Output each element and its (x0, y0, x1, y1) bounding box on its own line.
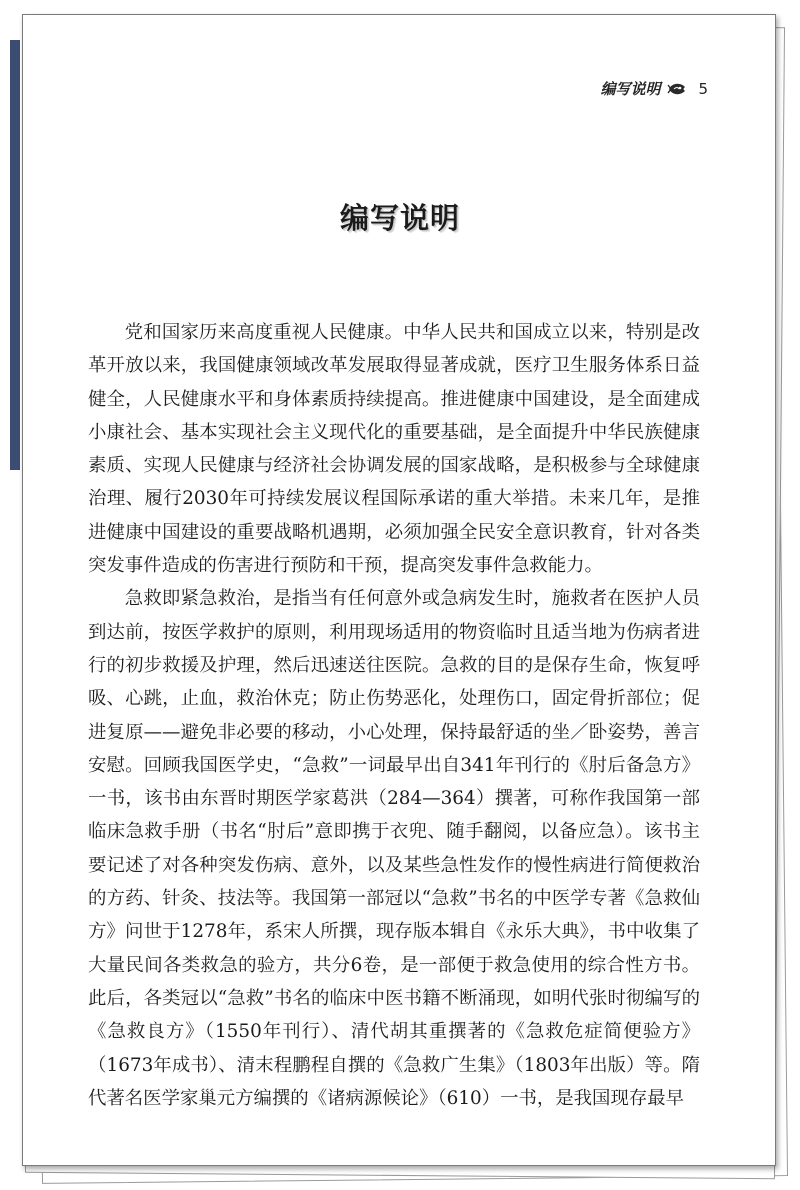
body-text (88, 316, 700, 1115)
paragraph: 党和国家历来高度重视人民健康。中华人民共和国成立以来，特别是改革开放以来，我国健康领域改革发展取得显著成就，医疗卫生服务体系日益健全，人民健康水平和身体素质持续提高。推进健康中国建设，是全面建成小康社会、基本实现社会主义现代化的重要基础，是全面提升中华民族健康素质、实现人民健康与经济社会协调发展的国家战略，是积极参与全球健康治理、履行2030年可持续发展议程国际承诺的重大举措。未来几年，是推进健康中国建设的重要战略机遇期，必须加强全民安全意识教育，针对各类突发事件造成的伤害进行预防和干预，提高突发事件急救能力。 (88, 322, 700, 577)
page-edge-blue (10, 40, 20, 470)
paragraph: 急救即紧急救治，是指当有任何意外或急病发生时，施救者在医护人员到达前，按医学救护的原则，利用现场适用的物资临时且适当地为伤病者进行的初步救援及护理，然后迅速送往医院。急救的目的是保存生命，恢复呼吸、心跳，止血，救治休克；防止伤势恶化，处理伤口，固定骨折部位；促进复原——避免非必要的移动，小心处理，保持最舒适的坐／卧姿势，善言安慰。回顾我国医学史，“急救”一词最早出自341年刊行的《肘后备急方》一书，该书由东晋时期医学家葛洪（284—364）撰著，可称作我国第一部临床急救手册（书名“肘后”意即携于衣兜、随手翻阅，以备应急）。该书主要记述了对各种突发伤病、意外，以及某些急性发作的慢性病进行简便救治的方药、针灸、技法等。我国第一部冠以“急救”书名的中医学专著《急救仙方》问世于1278年，系宋人所撰，现存版本辑自《永乐大典》，书中收集了大量民间各类救急的验方，共分6卷，是一部便于救急使用的综合性方书。此后，各类冠以“急救”书名的临床中医书籍不断涌现，如明代张时彻编写的《急救良方》（1550年刊行）、清代胡其重撰著的《急救危症简便验方》（1673年成书）、清末程鹏程自撰的《急救广生集》（1803年出版）等。隋代著名医学家巢元方编撰的《诸病源候论》（610）一书，是我国现存最早 (88, 588, 700, 1109)
fish-icon (666, 80, 690, 98)
page-number: 5 (698, 79, 708, 98)
page-title: 编写说明 (339, 201, 460, 235)
running-head (600, 78, 708, 99)
running-head-title: 编写说明 (600, 80, 661, 98)
